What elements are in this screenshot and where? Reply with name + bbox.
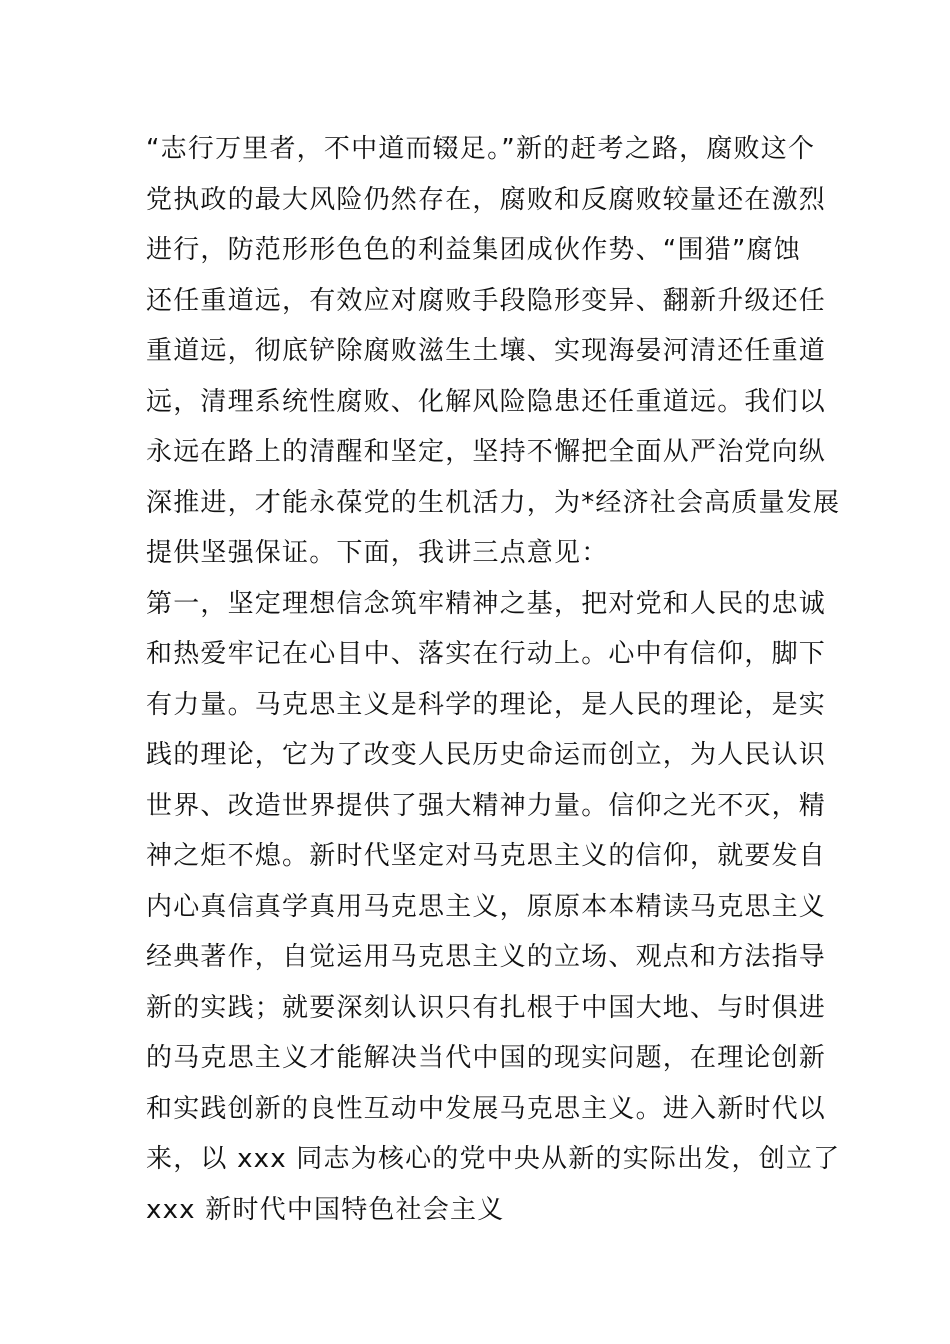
text-line-11: 和热爱牢记在心目中、落实在行动上。心中有信仰，脚下 [146,639,827,669]
text-line-5: 重道远，彻底铲除腐败滋生土壤、实现海晏河清还任重道 [146,336,827,366]
text-line-16: 内心真信真学真用马克思主义，原原本本精读马克思主义 [146,891,827,922]
text-line-2: 党执政的最大风险仍然存在，腐败和反腐败较量还在激烈 [146,184,827,215]
text-line-17: 经典著作，自觉运用马克思主义的立场、观点和方法指导 [146,942,827,972]
text-line-15: 神之炬不熄。新时代坚定对马克思主义的信仰，就要发自 [146,841,827,871]
text-line-10: 第一，坚定理想信念筑牢精神之基，把对党和人民的忠诚 [146,588,827,619]
text-line-6: 远，清理系统性腐败、化解风险隐患还任重道远。我们以 [146,386,827,417]
text-line-18: 新的实践；就要深刻认识只有扎根于中国大地、与时俱进 [146,992,827,1023]
text-line-12: 有力量。马克思主义是科学的理论，是人民的理论，是实 [146,689,827,720]
text-line-14: 世界、改造世界提供了强大精神力量。信仰之光不灭，精 [146,790,827,821]
text-line-19: 的马克思主义才能解决当代中国的现实问题，在理论创新 [146,1043,827,1073]
text-line-22: xxx 新时代中国特色社会主义 [146,1194,505,1225]
text-line-20: 和实践创新的良性互动中发展马克思主义。进入新时代以 [146,1093,827,1124]
text-line-3: 进行，防范形形色色的利益集团成伙作势、“围猎”腐蚀 [146,235,801,265]
text-line-7: 永远在路上的清醒和坚定，坚持不懈把全面从严治党向纵 [146,437,827,467]
text-line-13: 践的理论，它为了改变人民历史命运而创立，为人民认识 [146,740,827,770]
text-line-21: 来，以 xxx 同志为核心的党中央从新的实际出发，创立了 [146,1144,841,1174]
text-line-1: “志行万里者，不中道而辍足。”新的赶考之路，腐败这个 [146,134,816,164]
text-line-9: 提供坚强保证。下面，我讲三点意见： [146,538,609,568]
body-text [146,124,841,1235]
text-line-4: 还任重道远，有效应对腐败手段隐形变异、翻新升级还任 [146,285,827,316]
text-line-8: 深推进，才能永葆党的生机活力，为*经济社会高质量发展 [146,487,841,518]
